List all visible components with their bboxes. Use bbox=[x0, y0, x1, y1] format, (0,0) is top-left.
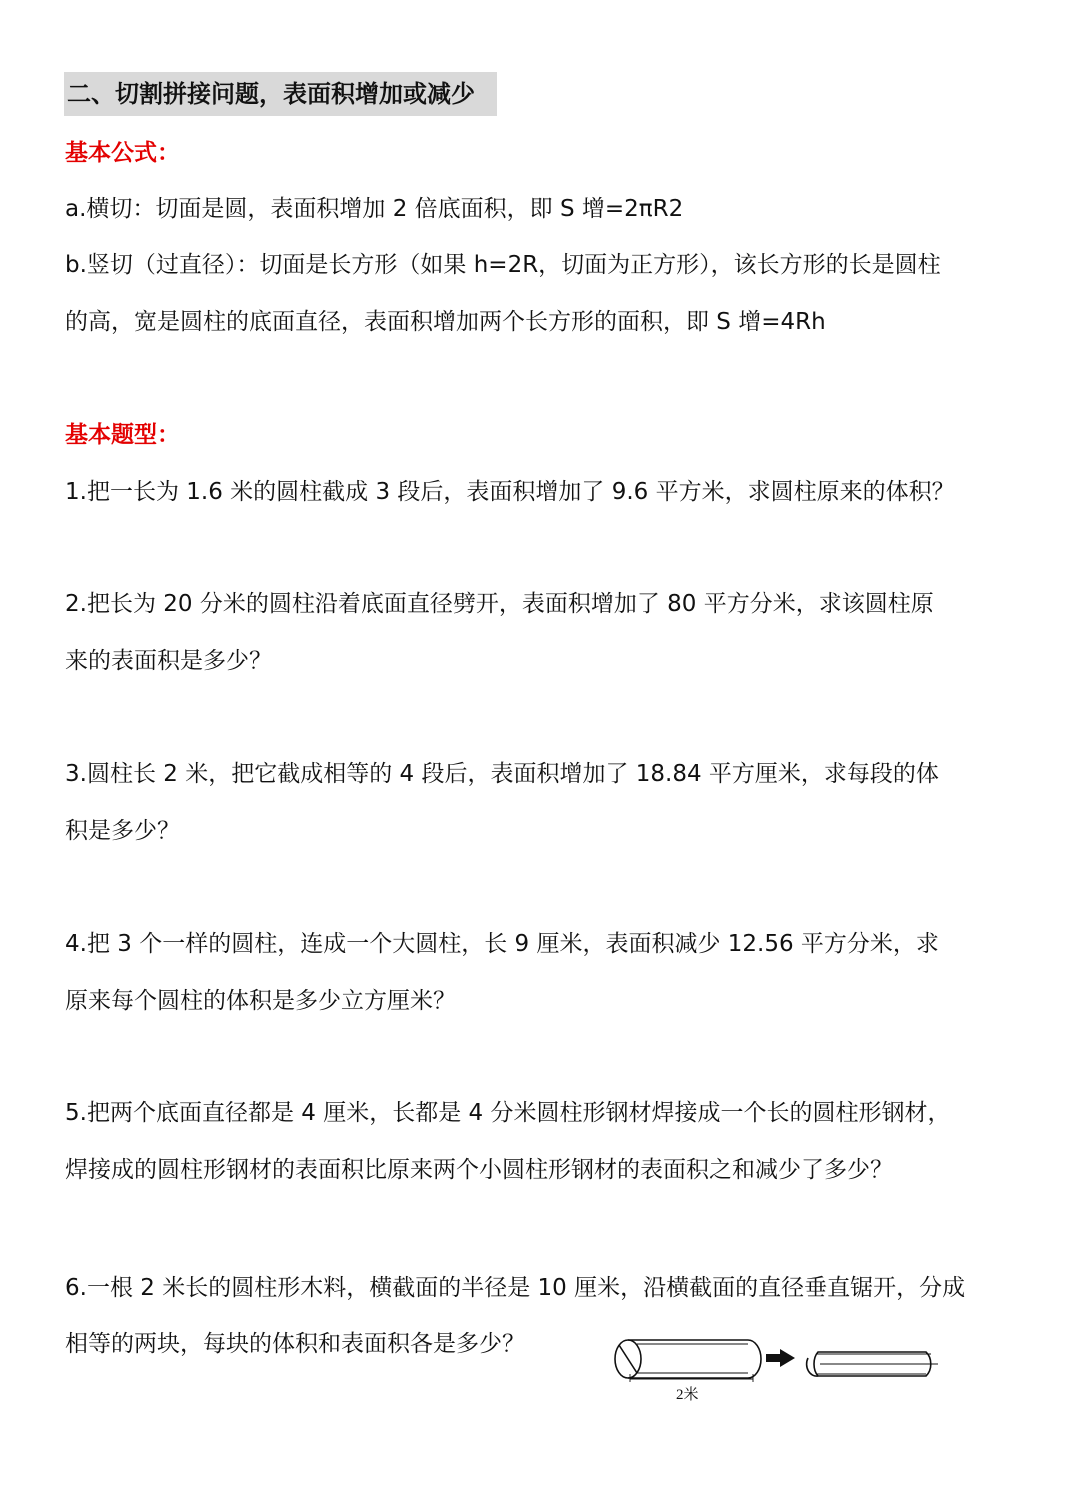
problem-2-line: 2.把长为 20 分米的圆柱沿着底面直径劈开，表面积增加了 80 平方分米，求该圆柱原 bbox=[65, 591, 934, 617]
problem-2-line: 来的表面积是多少？ bbox=[65, 648, 272, 674]
formula-heading: 基本公式： bbox=[65, 140, 180, 166]
arrow-right-icon bbox=[766, 1349, 795, 1367]
formula-line: a.横切：切面是圆，表面积增加 2 倍底面积，即 S 增=2πR2 bbox=[65, 196, 684, 222]
whole-cylinder bbox=[615, 1340, 761, 1382]
problem-4-line: 4.把 3 个一样的圆柱，连成一个大圆柱，长 9 厘米，表面积减少 12.56 平方分米，求 bbox=[65, 931, 939, 957]
formula-line: b.竖切（过直径）：切面是长方形（如果 h=2R，切面为正方形），该长方形的长是圆柱 bbox=[65, 252, 941, 278]
problem-6-line: 相等的两块，每块的体积和表面积各是多少？ bbox=[65, 1331, 525, 1357]
problem-6-line: 6.一根 2 米长的圆柱形木料，横截面的半径是 10 厘米，沿横截面的直径垂直锯开，分成 bbox=[65, 1275, 966, 1301]
problem-1-line: 1.把一长为 1.6 米的圆柱截成 3 段后，表面积增加了 9.6 平方米，求圆柱原来的体积？ bbox=[65, 479, 955, 505]
problem-5-line: 焊接成的圆柱形钢材的表面积比原来两个小圆柱形钢材的表面积之和减少了多少？ bbox=[65, 1157, 893, 1183]
problem-3-line: 3.圆柱长 2 米，把它截成相等的 4 段后，表面积增加了 18.84 平方厘米，求每段的体 bbox=[65, 761, 939, 787]
types-heading: 基本题型： bbox=[65, 422, 180, 448]
half-cylinder bbox=[807, 1352, 938, 1376]
problem-5-line: 5.把两个底面直径都是 4 厘米，长都是 4 分米圆柱形钢材焊接成一个长的圆柱形钢材， bbox=[65, 1100, 951, 1126]
cylinder-cut-diagram bbox=[608, 1330, 958, 1405]
section-title: 二、切割拼接问题，表面积增加或减少 bbox=[64, 72, 497, 116]
problem-3-line: 积是多少？ bbox=[65, 818, 180, 844]
problem-4-line: 原来每个圆柱的体积是多少立方厘米？ bbox=[65, 988, 456, 1014]
formula-line: 的高，宽是圆柱的底面直径，表面积增加两个长方形的面积，即 S 增=4Rh bbox=[65, 309, 826, 335]
length-label: 2米 bbox=[676, 1387, 699, 1403]
